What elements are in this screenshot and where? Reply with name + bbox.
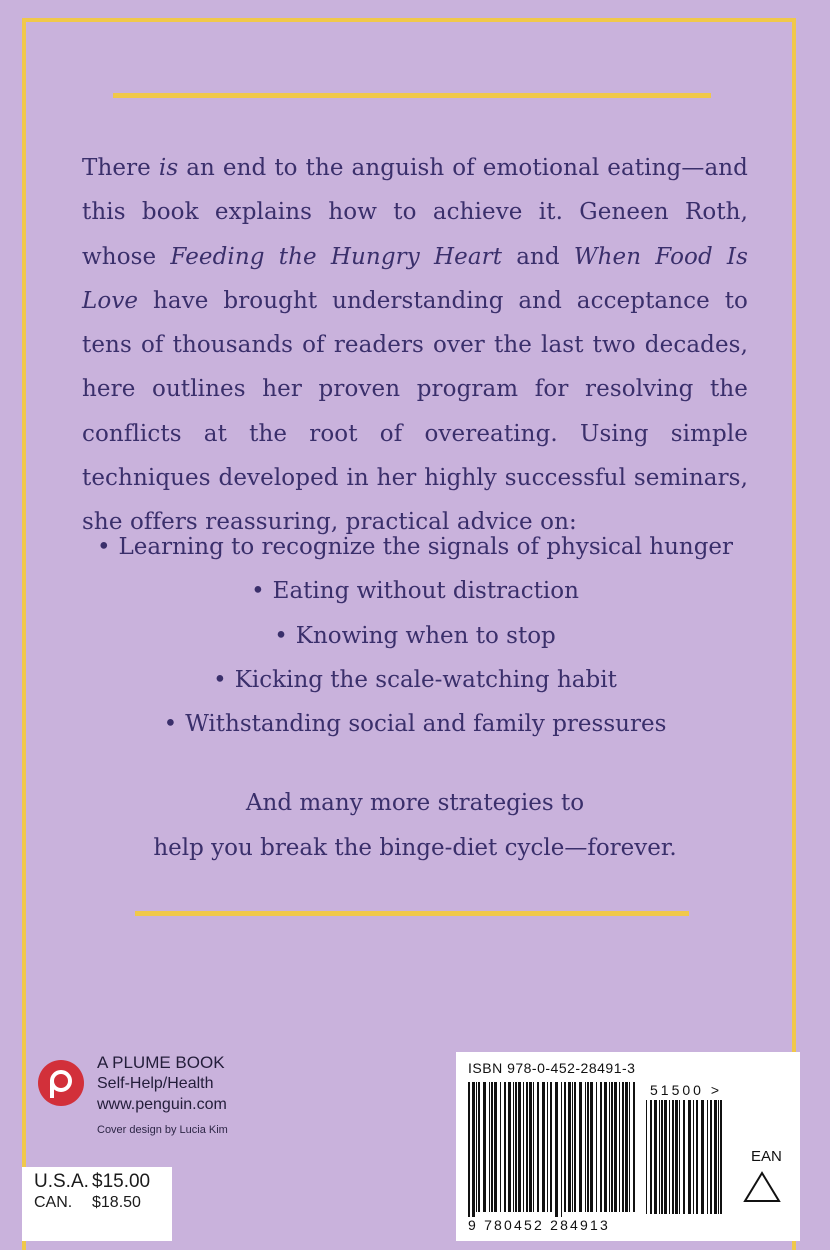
price-can-label: CAN. (34, 1194, 73, 1211)
blurb-segment: and (502, 243, 574, 270)
bottom-rule (135, 911, 689, 916)
publisher-info (97, 1052, 227, 1115)
addon-code (650, 1082, 722, 1098)
price-can-value: $18.50 (92, 1194, 141, 1211)
top-rule (113, 93, 711, 98)
barcode-box (456, 1052, 800, 1241)
ean-digits: 9 780452 284913 (468, 1217, 610, 1233)
bullet-text: Kicking the scale-watching habit (234, 666, 617, 693)
blurb-segment: is (158, 155, 179, 181)
price-can-row (34, 1192, 172, 1213)
price-usa-value: $15.00 (92, 1171, 151, 1192)
bullet-dot-icon: • (213, 666, 227, 693)
publisher-name: A PLUME BOOK (97, 1053, 225, 1072)
penguin-p-logo-icon (38, 1060, 84, 1106)
closing-line-1: And many more strategies to (245, 790, 585, 816)
price-usa-label: U.S.A. (34, 1171, 89, 1192)
addon-digits: 51500 (650, 1082, 704, 1098)
bullet-text: Withstanding social and family pressures (185, 711, 667, 738)
bullet-text: Learning to recognize the signals of physical hunger (118, 534, 734, 560)
bullet-item (0, 569, 830, 613)
publisher-category: Self-Help/Health (97, 1075, 214, 1092)
addon-barcode-bars (646, 1100, 726, 1224)
blurb-segment: Feeding the Hungry Heart (170, 243, 503, 270)
bullet-dot-icon: • (274, 622, 288, 649)
bullet-text: Eating without distraction (272, 578, 579, 605)
bullet-text: Knowing when to stop (295, 622, 556, 649)
closing-line-2: help you break the binge-diet cycle—forever. (153, 834, 677, 861)
ean-barcode-bars (468, 1082, 638, 1222)
addon-mark: > (710, 1082, 723, 1098)
cover-credit: Cover design by Lucia Kim (97, 1124, 228, 1136)
bullet-item (0, 658, 830, 702)
bullet-dot-icon: • (96, 534, 111, 560)
publisher-url: www.penguin.com (97, 1096, 227, 1113)
bullet-dot-icon: • (251, 578, 265, 605)
bullet-list (0, 525, 830, 746)
bullet-dot-icon: • (163, 711, 178, 738)
blurb-segment: an end to the anguish of emotional eating—and this book explains how to achieve it. Geneen Roth, whose (82, 155, 748, 270)
price-usa-row (34, 1171, 172, 1192)
bullet-item (0, 525, 830, 569)
ean-label: EAN (751, 1148, 782, 1165)
price-box (22, 1167, 172, 1241)
triangle-icon (742, 1170, 782, 1204)
closing-text (0, 781, 830, 870)
blurb-segment: have brought understanding and acceptance to tens of thousands of readers over the last two decades, here outlines her proven program for resolving the conflicts at the root of overeating. Using simple techniques developed in her highly successful seminars, she offers reassuring, practical advice on: (82, 287, 748, 536)
bullet-item (0, 614, 830, 658)
blurb-paragraph (82, 146, 748, 545)
bullet-item (0, 702, 830, 746)
blurb-segment: There (82, 155, 159, 181)
isbn-text: ISBN 978-0-452-28491-3 (468, 1060, 636, 1076)
blurb-segment: When Food Is Love (82, 243, 748, 314)
